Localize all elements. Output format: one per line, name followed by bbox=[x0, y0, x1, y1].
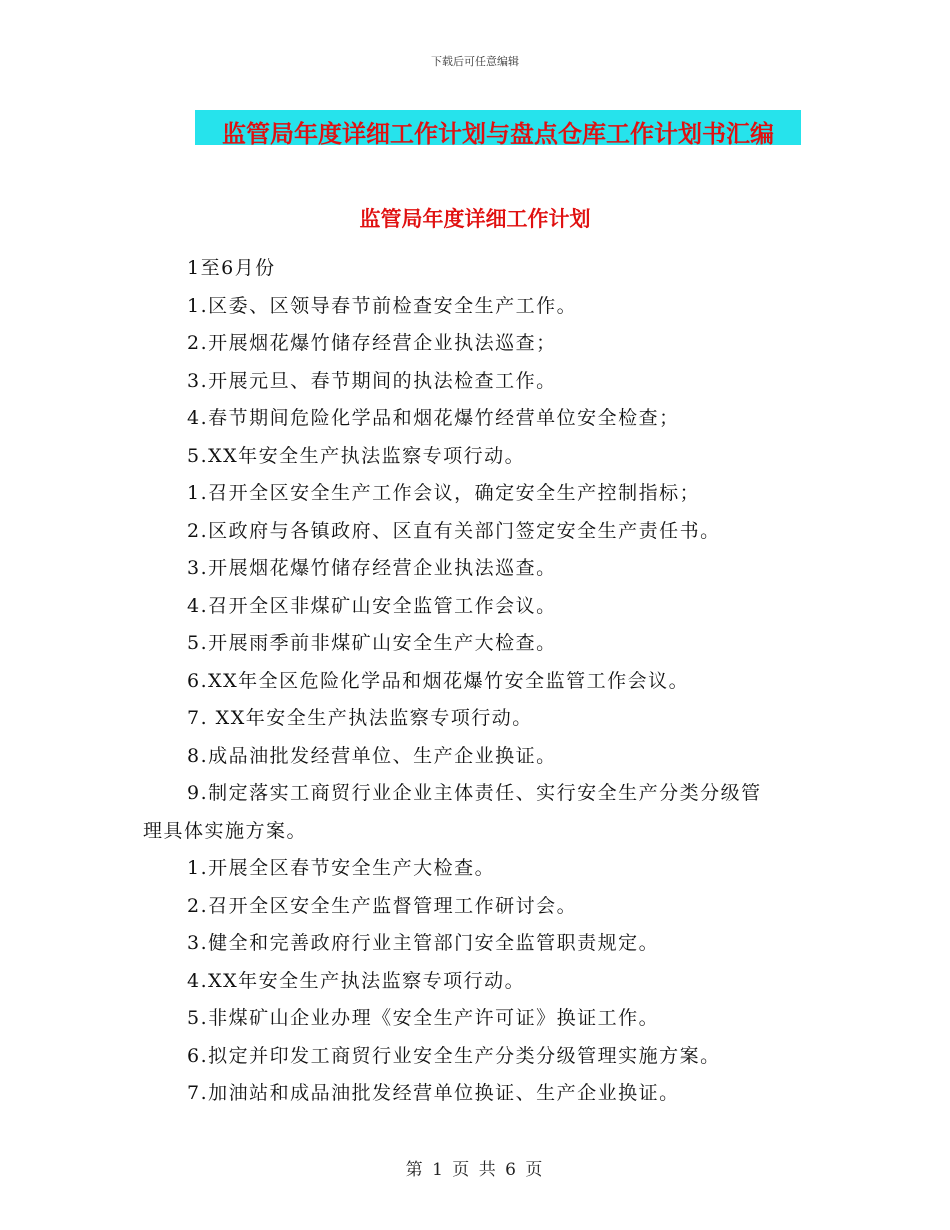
section-title: 监管局年度详细工作计划 bbox=[359, 206, 591, 231]
page-footer: 第 1 页 共 6 页 bbox=[405, 1160, 545, 1180]
document-title: 监管局年度详细工作计划与盘点仓库工作计划书汇编 bbox=[222, 119, 774, 148]
text-line: 3.开展烟花爆竹储存经营企业执法巡查。 bbox=[187, 557, 557, 579]
text-line: 5.非煤矿山企业办理《安全生产许可证》换证工作。 bbox=[187, 1007, 660, 1029]
text-line: 4.春节期间危险化学品和烟花爆竹经营单位安全检查； bbox=[187, 407, 680, 429]
text-line: 2.开展烟花爆竹储存经营企业执法巡查； bbox=[187, 332, 557, 354]
text-line: 7. XX年安全生产执法监察专项行动。 bbox=[187, 707, 533, 729]
header-note: 下载后可任意编辑 bbox=[431, 55, 519, 68]
text-line: 4.XX年安全生产执法监察专项行动。 bbox=[187, 969, 526, 992]
text-line: 2.区政府与各镇政府、区直有关部门签定安全生产责任书。 bbox=[187, 519, 721, 542]
text-line: 9.制定落实工商贸行业企业主体责任、实行安全生产分类分级管 bbox=[187, 782, 762, 804]
text-line: 7.加油站和成品油批发经营单位换证、生产企业换证。 bbox=[187, 1082, 680, 1104]
text-line: 理具体实施方案。 bbox=[143, 819, 308, 842]
body-text bbox=[143, 250, 823, 1113]
text-line: 3.开展元旦、春节期间的执法检查工作。 bbox=[187, 369, 557, 392]
text-line: 8.成品油批发经营单位、生产企业换证。 bbox=[187, 744, 557, 767]
text-line: 1至6月份 bbox=[187, 257, 276, 279]
text-line: 6.XX年全区危险化学品和烟花爆竹安全监管工作会议。 bbox=[187, 669, 690, 692]
text-line: 5.开展雨季前非煤矿山安全生产大检查。 bbox=[187, 632, 557, 654]
text-line: 3.健全和完善政府行业主管部门安全监管职责规定。 bbox=[187, 932, 660, 954]
text-line: 5.XX年安全生产执法监察专项行动。 bbox=[187, 444, 526, 467]
text-line: 1.区委、区领导春节前检查安全生产工作。 bbox=[187, 294, 578, 317]
text-line: 4.召开全区非煤矿山安全监管工作会议。 bbox=[187, 594, 557, 617]
text-line: 2.召开全区安全生产监督管理工作研讨会。 bbox=[187, 894, 578, 917]
text-line: 6.拟定并印发工商贸行业安全生产分类分级管理实施方案。 bbox=[187, 1044, 721, 1067]
text-line: 1.召开全区安全生产工作会议，确定安全生产控制指标； bbox=[187, 482, 701, 504]
text-line: 1.开展全区春节安全生产大检查。 bbox=[187, 857, 496, 879]
